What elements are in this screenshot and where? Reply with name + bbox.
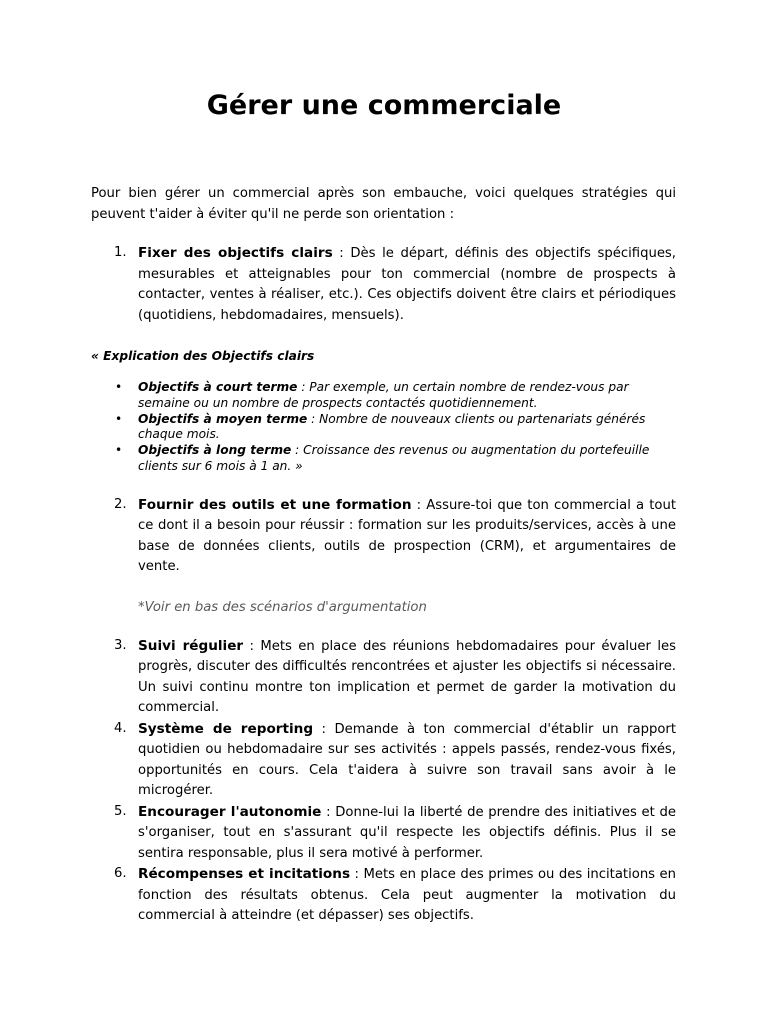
page-title: Gérer une commerciale [206,90,562,121]
bullet-term: Objectifs à court terme [138,380,298,394]
item-term: Fixer des objectifs clairs [138,245,333,261]
objectives-bullet-list [91,380,676,475]
list-number: 1. [114,245,127,260]
list-item [91,719,676,802]
strategy-list-continued [91,495,676,578]
item-text: : Demande à ton commercial d'établir un rapport quotidien ou hebdomadaire sur ses activités : appels passés, rendez-vous fixés, opportunités en cours. Cela t'aidera à suivre son travail sans avoir à le microgérer. [138,721,676,799]
item-term: Fournir des outils et une formation [138,496,412,513]
list-item [91,636,676,719]
list-item [91,412,676,444]
bullet-text: : Croissance des revenus ou augmentation du portefeuille clients sur 6 mois à 1 an. » [138,443,650,473]
list-number: 5. [114,803,127,819]
list-number: 3. [114,637,127,653]
item-text: : Donne-lui la liberté de prendre des initiatives et de s'organiser, tout en s'assurant qu'il respecte les objectifs définis. Plus il se sentira responsable, plus il sera motivé à performer. [138,804,677,861]
item-term: Système de reporting [138,720,314,737]
item-term: Suivi régulier [138,637,244,654]
strategy-list [91,243,676,326]
argumentation-note: *Voir en bas des scénarios d'argumentation [138,599,427,615]
document-body [91,184,676,927]
item-text: : Mets en place des primes ou des incitations en fonction des résultats obtenus. Cela peut augmenter la motivation du commercial à atteindre (et dépasser) ses objectifs. [138,867,676,924]
bullet-icon: • [115,380,123,394]
explication-title: « Explication des Objectifs clairs [91,349,315,363]
bullet-icon: • [115,443,123,458]
item-term: Encourager l'autonomie [138,803,322,820]
bullet-text: : Par exemple, un certain nombre de rendez-vous par semaine ou un nombre de prospects contactés quotidiennement. [138,380,629,410]
list-item [91,380,676,412]
item-text: : Assure-toi que ton commercial a tout ce dont il a besoin pour réussir : formation sur les produits/services, accès à une base de données clients, outils de prospection (CRM), et argumentaires de vente. [138,497,676,575]
list-item [91,802,676,865]
list-item [91,495,676,578]
list-number: 2. [114,496,127,512]
list-item [91,243,676,326]
strategy-list-continued [91,636,676,927]
item-term: Récompenses et incitations [138,866,351,883]
bullet-text: : Nombre de nouveaux clients ou partenariats générés chaque mois. [138,411,646,442]
item-text: : Dès le départ, définis des objectifs spécifiques, mesurables et atteignables pour ton commercial (nombre de prospects à contacter, ventes à réaliser, etc.). Ces objectifs doivent être clairs et périodiques (quotidiens, hebdomadaires, mensuels). [138,246,676,323]
list-item [91,864,676,927]
list-item [91,443,676,475]
intro-paragraph: Pour bien gérer un commercial après son embauche, voici quelques stratégies qui peuvent t'aider à éviter qu'il ne perde son orientation : [91,186,676,222]
item-text: : Mets en place des réunions hebdomadaires pour évaluer les progrès, discuter des difficultés rencontrées et ajuster les objectifs si nécessaire. Un suivi continu montre ton implication et permet de garder la motivation du commercial. [138,638,676,716]
bullet-icon: • [115,411,123,426]
bullet-term: Objectifs à long terme [138,443,292,458]
list-number: 4. [114,720,127,736]
bullet-term: Objectifs à moyen terme [138,411,308,426]
list-number: 6. [114,866,127,882]
